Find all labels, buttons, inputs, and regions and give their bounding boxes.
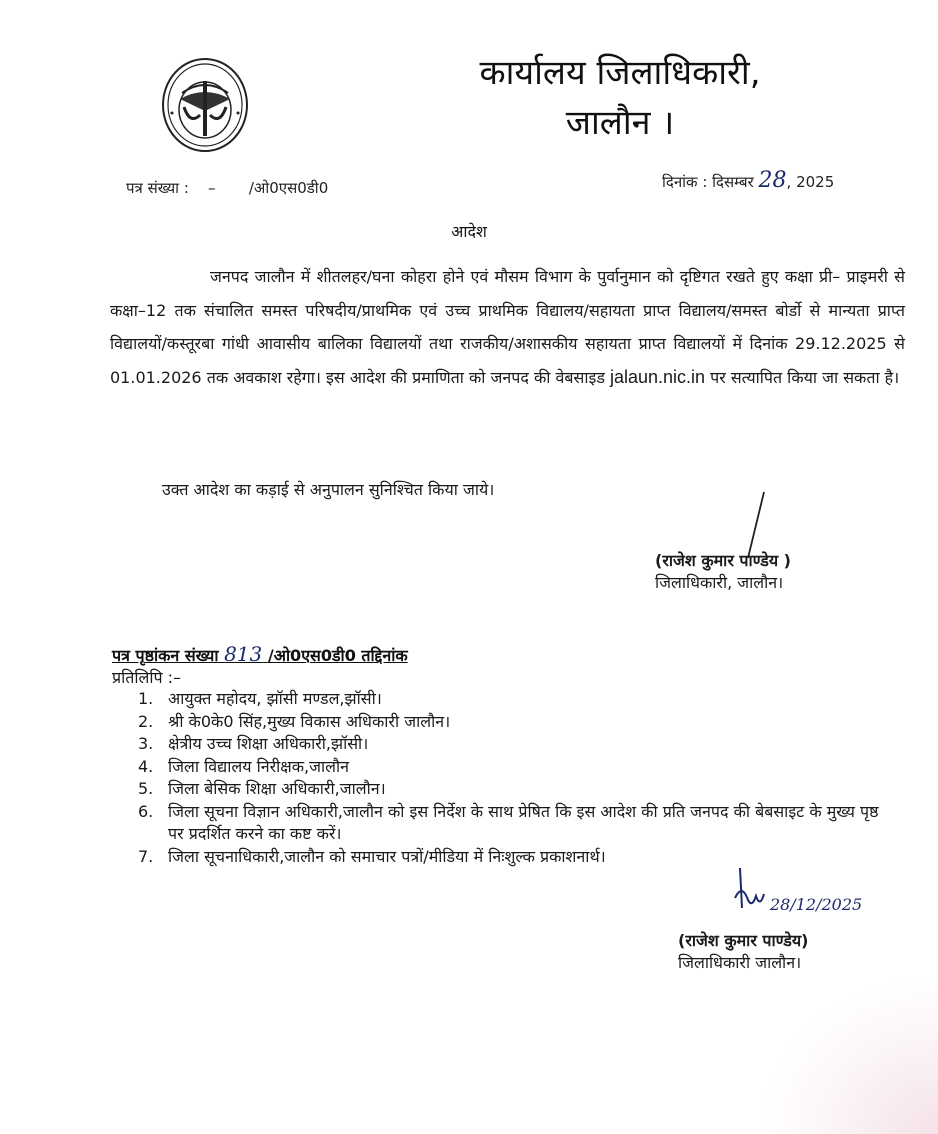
list-item: 2. श्री के0के0 सिंह,मुख्य विकास अधिकारी जालौन। — [138, 711, 451, 731]
list-item: 4. जिला विद्यालय निरीक्षक,जालौन — [138, 756, 350, 776]
list-item: 1. आयुक्त महोदय, झॉसी मण्डल,झॉसी। — [138, 689, 382, 708]
handwritten-day: 28 — [758, 168, 787, 193]
compliance-line: उक्त आदेश का कड़ाई से अनुपालन सुनिश्चित किया जाये। — [162, 480, 495, 499]
signatory-designation: जिलाधिकारी, जालौन। — [655, 573, 784, 592]
list-item: 7. जिला सूचनाधिकारी,जालौन को समाचार पत्रों/मीडिया में निःशुल्क प्रकाशनार्थ। — [138, 846, 606, 866]
signatory-designation-2: जिलाधिकारी जालौन। — [678, 953, 802, 972]
office-title-line1: कार्यालय जिलाधिकारी, — [479, 53, 761, 93]
letter-date — [662, 168, 834, 193]
handwritten-endorsement-number: 813 — [224, 642, 263, 666]
list-item: 3. क्षेत्रीय उच्च शिक्षा अधिकारी,झॉसी। — [138, 734, 369, 753]
order-text-end: पर सत्यापित किया जा सकता है। — [710, 367, 900, 387]
endorsement-line — [112, 642, 408, 666]
ref-number: – — [207, 179, 216, 197]
order-text: जनपद जालौन में शीतलहर/घना कोहरा होने एवं मौसम विभाग के पुर्वानुमान को दृष्टिगत रखते हुए कक्षा प्री– प्राइमरी से कक्षा–12 तक संचालित समस्त परिषदीय/प्राथमिक एवं उच्च प्राथमिक विद्यालय/सहायता प्राप्त विद्यालय/समस्त बोर्डो से मान्यता प्राप्त विद्यालयों/कस्तूरबा गांधी आवासीय बालिका विद्यालयों तथा राजकीय/अशासकीय सहायता प्राप्त विद्यालयों में दिनांक 29.12.2025 से 01.01.2026 तक अवकाश रहेगा। इस आदेश की प्रमाणिता को जनपद की वेबसाइड — [110, 267, 905, 387]
ref-label: पत्र संख्या : — [126, 179, 189, 197]
list-item: 6. जिला सूचना विज्ञान अधिकारी,जालौन को इस निर्देश के साथ प्रेषित कि इस आदेश की प्रति जनपद की बेबसाइट के मुख्य पृष्ठ पर प्रदर्शित करने का कष्ट करें। — [138, 801, 879, 843]
order-body — [110, 260, 905, 394]
signatory-block — [655, 550, 855, 594]
date-label: दिनांक : दिसम्बर — [662, 173, 754, 191]
signatory-block-2 — [678, 930, 808, 974]
up-government-emblem-icon — [160, 55, 250, 155]
website-url: jalaun.nic.in — [609, 366, 706, 387]
list-item: 5. जिला बेसिक शिक्षा अधिकारी,जालौन। — [138, 779, 386, 798]
letter-reference-number — [126, 178, 328, 198]
endorsement-label: पत्र पृष्ठांकन संख्या — [112, 646, 219, 665]
date-year: , 2025 — [786, 173, 835, 191]
signatory-name: (राजेश कुमार पाण्डेय ) — [655, 551, 791, 570]
endorsement-suffix: /ओ0एस0डी0 तद्दिनांक — [267, 646, 408, 665]
office-title-line2: जालौन । — [565, 103, 675, 143]
paper-stain — [758, 974, 938, 1134]
order-heading: आदेश — [451, 222, 487, 241]
ref-suffix: /ओ0एस0डी0 — [248, 179, 329, 197]
handwritten-signature — [730, 868, 880, 928]
copy-to-label: प्रतिलिपि :– — [112, 668, 182, 687]
recipients-list — [138, 688, 898, 868]
signature-date-text: 28/12/2025 — [770, 895, 863, 914]
signatory-name-2: (राजेश कुमार पाण्डेय) — [678, 931, 809, 950]
office-title — [440, 48, 800, 148]
